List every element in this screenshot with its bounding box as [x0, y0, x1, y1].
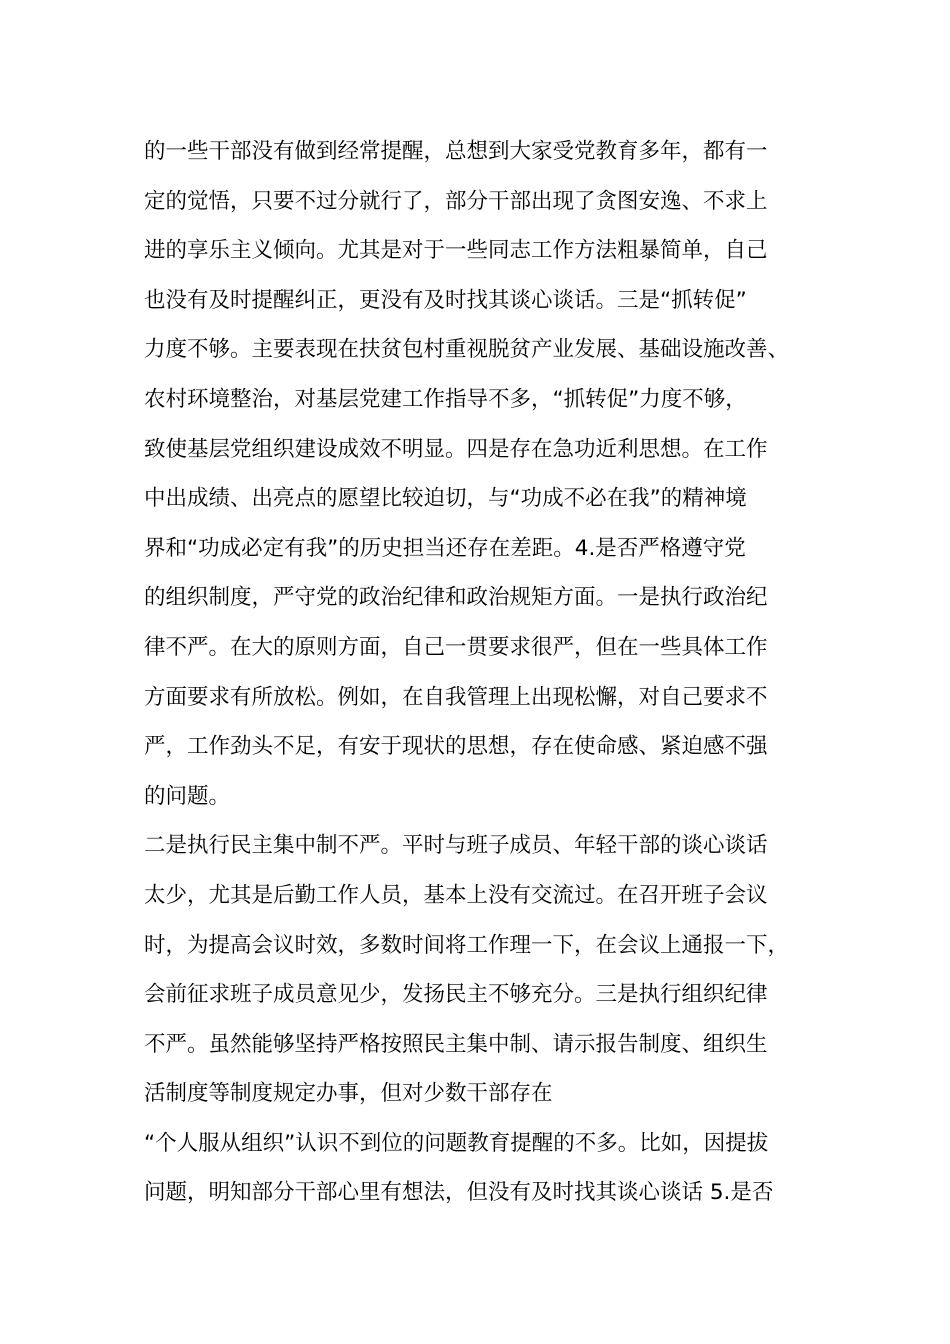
text-line-9: 界和“功成必定有我”的历史担当还存在差距。4.是否严格遵守党 [144, 535, 746, 561]
text-line-15: 二是执行民主集中制不严。平时与班子成员、年轻干部的谈心谈话 [144, 833, 768, 859]
text-line-13: 严，工作劲头不足，有安于现状的思想，存在使命感、紧迫感不强 [144, 734, 768, 760]
text-line-17: 时，为提高会议时效，多数时间将工作理一下，在会议上通报一下， [144, 932, 790, 958]
text-line-12: 方面要求有所放松。例如，在自我管理上出现松懈，对自己要求不 [144, 684, 768, 710]
text-line-19: 不严。虽然能够坚持严格按照民主集中制、请示报告制度、组织生 [144, 1031, 768, 1057]
text-line-10: 的组织制度，严守党的政治纪律和政治规矩方面。一是执行政治纪 [144, 585, 768, 611]
text-line-3: 进的享乐主义倾向。尤其是对于一些同志工作方法粗暴简单，自己 [144, 238, 768, 264]
document-body-text [144, 127, 844, 1218]
text-line-20: 活制度等制度规定办事，但对少数干部存在 [144, 1081, 553, 1107]
text-line-6: 农村环境整治，对基层党建工作指导不多，“抓转促”力度不够， [144, 386, 747, 412]
text-line-5: 力度不够。主要表现在扶贫包村重视脱贫产业发展、基础设施改善、 [144, 337, 790, 363]
text-line-14: 的问题。 [144, 783, 231, 809]
text-line-21: “个人服从组织”认识不到位的问题教育提醒的不多。比如，因提拔 [144, 1130, 769, 1156]
text-line-2: 定的觉悟，只要不过分就行了，部分干部出现了贪图安逸、不求上 [144, 188, 768, 214]
text-line-4: 也没有及时提醒纠正，更没有及时找其谈心谈话。三是“抓转促” [144, 287, 747, 313]
text-line-22: 问题，明知部分干部心里有想法，但没有及时找其谈心谈话 5.是否 [144, 1180, 774, 1206]
text-line-18: 会前征求班子成员意见少，发扬民主不够充分。三是执行组织纪律 [144, 982, 768, 1008]
text-line-16: 太少，尤其是后勤工作人员，基本上没有交流过。在召开班子会议 [144, 882, 768, 908]
text-line-7: 致使基层党组织建设成效不明显。四是存在急功近利思想。在工作 [144, 436, 768, 462]
text-line-8: 中出成绩、出亮点的愿望比较迫切，与“功成不必在我”的精神境 [144, 486, 747, 512]
text-line-1: 的一些干部没有做到经常提醒，总想到大家受党教育多年，都有一 [144, 139, 768, 164]
text-line-11: 律不严。在大的原则方面，自己一贯要求很严，但在一些具体工作 [144, 634, 768, 660]
